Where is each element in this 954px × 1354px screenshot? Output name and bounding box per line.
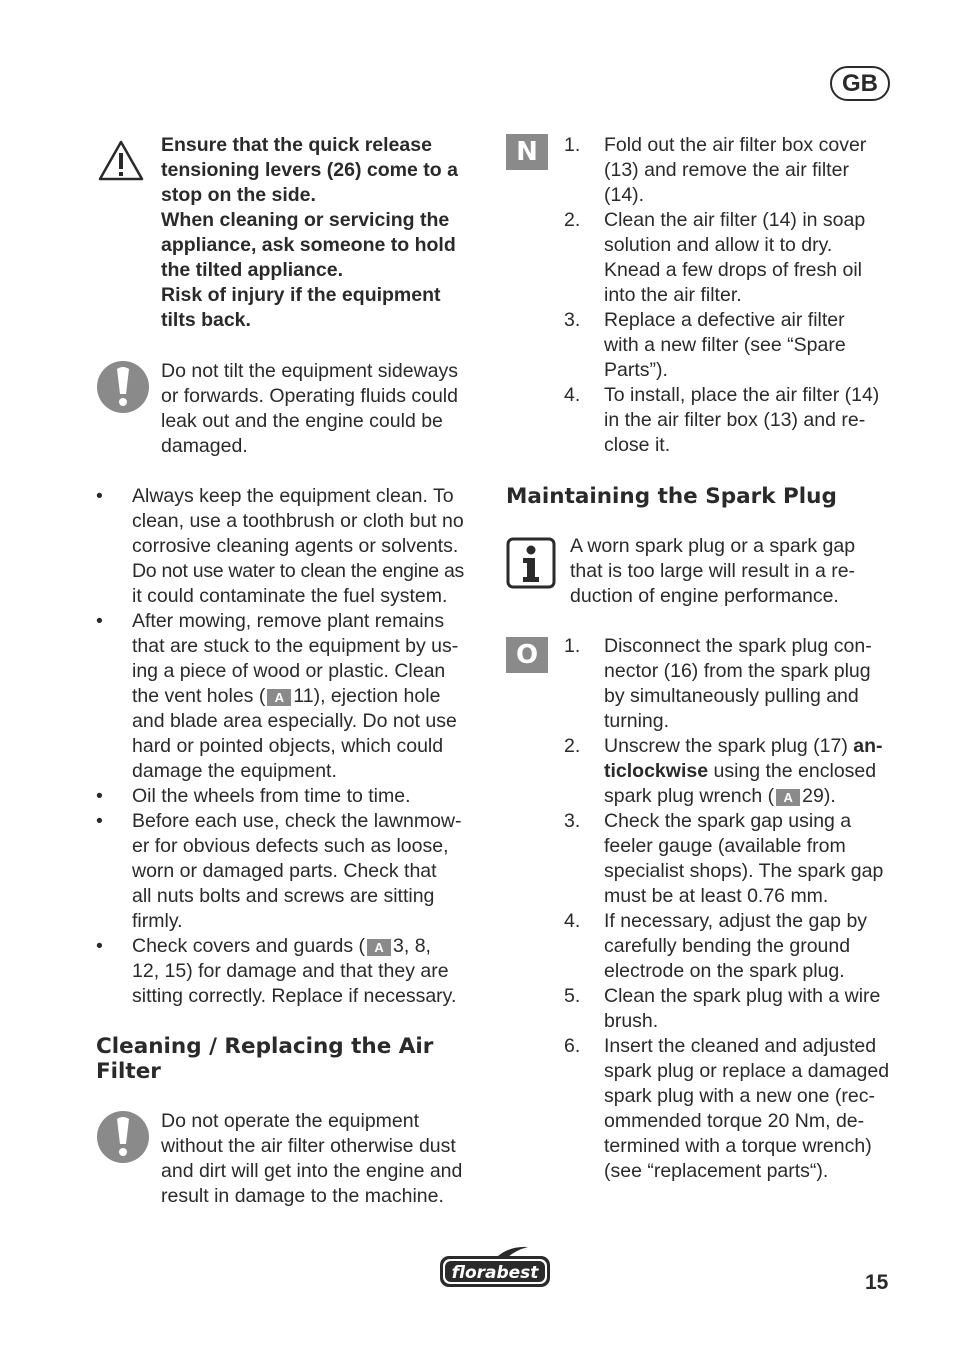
bullet-line: hard or pointed objects, which could <box>132 735 444 757</box>
step-line: Disconnect the spark plug con- <box>604 635 872 657</box>
step-number: 4. <box>564 910 581 932</box>
bullet-line: it could contaminate the fuel system. <box>132 585 448 607</box>
step-emphasis: ticlockwise <box>604 760 709 782</box>
caution-line: result in damage to the machine. <box>161 1185 444 1207</box>
bullet-line <box>132 684 486 709</box>
bullet-line: Oil the wheels from time to time. <box>132 785 411 807</box>
bullet-line: er for obvious defects such as loose, <box>132 835 449 857</box>
ref-text: Check covers and guards ( <box>132 935 366 957</box>
heading-line: Filter <box>96 1059 161 1084</box>
bullet-line: clean, use a toothbrush or cloth but no <box>132 510 464 532</box>
section-letter-o: O <box>506 637 548 673</box>
bullet-line: corrosive cleaning agents or solvents. <box>132 535 459 557</box>
step-item <box>564 383 894 458</box>
step-number: 5. <box>564 985 581 1007</box>
bullet-item <box>96 484 486 609</box>
bullet-line: all nuts bolts and screws are sitting <box>132 885 435 907</box>
step-line: solution and allow it to dry. <box>604 234 833 256</box>
caution-text-2 <box>161 1109 491 1209</box>
step-line: Check the spark gap using a <box>604 810 852 832</box>
step-line: in the air filter box (13) and re- <box>604 409 866 431</box>
bullet-line: 12, 15) for damage and that they are <box>132 960 449 982</box>
step-line: ommended torque 20 Nm, de- <box>604 1110 865 1132</box>
step-line: termined with a torque wrench) <box>604 1135 872 1157</box>
step-number: 1. <box>564 134 581 156</box>
caution-line: and dirt will get into the engine and <box>161 1160 463 1182</box>
step-line: Clean the spark plug with a wire <box>604 985 881 1007</box>
info-line: A worn spark plug or a spark gap <box>570 535 856 557</box>
step-number: 1. <box>564 635 581 657</box>
caution-line: without the air filter otherwise dust <box>161 1135 456 1157</box>
step-number: 4. <box>564 384 581 406</box>
warning-line: When cleaning or servicing the <box>161 209 450 231</box>
logo-text: florabest <box>451 1263 539 1283</box>
step-line: Clean the air filter (14) in soap <box>604 209 866 231</box>
step-line: If necessary, adjust the gap by <box>604 910 868 932</box>
info-icon <box>506 537 556 589</box>
step-line: Parts”). <box>604 359 668 381</box>
bullet-item <box>96 784 486 809</box>
caution-line: Do not operate the equipment <box>161 1110 420 1132</box>
step-number: 3. <box>564 810 581 832</box>
bullet-line: worn or damaged parts. Check that <box>132 860 437 882</box>
caution-line: damaged. <box>161 435 248 457</box>
language-badge: GB <box>830 66 890 101</box>
step-line: (see “replacement parts“). <box>604 1160 829 1182</box>
step-item <box>564 734 894 809</box>
step-line <box>604 734 894 759</box>
step-number: 2. <box>564 209 581 231</box>
warning-line: tilts back. <box>161 309 251 331</box>
step-line: must be at least 0.76 mm. <box>604 885 829 907</box>
step-number: 6. <box>564 1035 581 1057</box>
air-filter-steps <box>564 133 894 458</box>
info-text <box>570 534 900 609</box>
bullet-line: Do not use water to clean the engine as <box>132 560 464 582</box>
bullet-dot: • <box>96 610 103 632</box>
spark-plug-steps <box>564 634 894 1184</box>
step-line <box>604 784 894 809</box>
step-line: by simultaneously pulling and <box>604 685 859 707</box>
bullet-line: sitting correctly. Replace if necessary. <box>132 985 457 1007</box>
page-number: 15 <box>865 1271 889 1294</box>
air-filter-heading <box>96 1034 486 1084</box>
step-number: 3. <box>564 309 581 331</box>
step-line: feeler gauge (available from <box>604 835 846 857</box>
step-line: brush. <box>604 1010 659 1032</box>
step-line: into the air filter. <box>604 284 742 306</box>
step-line: Replace a defective air filter <box>604 309 845 331</box>
step-line: spark plug or replace a damaged <box>604 1060 890 1082</box>
bullet-line: damage the equipment. <box>132 760 337 782</box>
ref-text: the vent holes ( <box>132 685 266 707</box>
caution-exclamation-icon <box>96 360 150 414</box>
step-number: 2. <box>564 735 581 757</box>
caution-exclamation-icon <box>96 1110 150 1164</box>
bullet-dot: • <box>96 485 103 507</box>
bullet-line: that are stuck to the equipment by us- <box>132 635 459 657</box>
step-line: close it. <box>604 434 671 456</box>
bullet-line <box>132 934 486 959</box>
bullet-line: After mowing, remove plant remains <box>132 610 445 632</box>
step-line: Fold out the air filter box cover <box>604 134 867 156</box>
warning-line: Ensure that the quick release <box>161 134 432 156</box>
bullet-dot: • <box>96 810 103 832</box>
warning-text <box>161 133 491 333</box>
ref-text: 3, 8, <box>393 935 431 957</box>
step-line: Knead a few drops of fresh oil <box>604 259 862 281</box>
step-item <box>564 909 894 984</box>
step-line: electrode on the spark plug. <box>604 960 845 982</box>
step-text: spark plug wrench ( <box>604 785 775 807</box>
step-item <box>564 984 894 1034</box>
maintenance-bullet-list <box>96 484 486 1009</box>
bullet-line: Always keep the equipment clean. To <box>132 485 454 507</box>
figure-ref-badge: A <box>776 789 800 806</box>
figure-ref-badge: A <box>367 939 391 956</box>
info-line: that is too large will result in a re- <box>570 560 856 582</box>
step-line: with a new filter (see “Spare <box>604 334 846 356</box>
bullet-item <box>96 609 486 784</box>
caution-line: leak out and the engine could be <box>161 410 443 432</box>
step-line: (13) and remove the air filter <box>604 159 849 181</box>
warning-line: appliance, ask someone to hold <box>161 234 456 256</box>
bullet-line: firmly. <box>132 910 183 932</box>
ref-text: 11), ejection hole <box>293 685 441 707</box>
warning-line: tensioning levers (26) come to a <box>161 159 458 181</box>
step-line <box>604 759 894 784</box>
step-item <box>564 1034 894 1184</box>
step-item <box>564 208 894 308</box>
step-item <box>564 634 894 734</box>
warning-line: stop on the side. <box>161 184 316 206</box>
step-line: specialist shops). The spark gap <box>604 860 884 882</box>
caution-text-1 <box>161 359 491 459</box>
bullet-dot: • <box>96 935 103 957</box>
step-item <box>564 809 894 909</box>
bullet-line: ing a piece of wood or plastic. Clean <box>132 660 446 682</box>
info-line: duction of engine performance. <box>570 585 839 607</box>
bullet-item <box>96 809 486 934</box>
warning-line: Risk of injury if the equipment <box>161 284 441 306</box>
spark-plug-heading: Maintaining the Spark Plug <box>506 484 837 509</box>
step-line: To install, place the air filter (14) <box>604 384 880 406</box>
step-text: Unscrew the spark plug (17) <box>604 735 854 757</box>
warning-line: the tilted appliance. <box>161 259 344 281</box>
step-text: 29). <box>802 785 836 807</box>
caution-line: or forwards. Operating fluids could <box>161 385 458 407</box>
bullet-dot: • <box>96 785 103 807</box>
step-line: Insert the cleaned and adjusted <box>604 1035 877 1057</box>
section-letter-n: N <box>506 134 548 170</box>
step-line: nector (16) from the spark plug <box>604 660 871 682</box>
step-emphasis: an- <box>853 735 883 757</box>
step-line: (14). <box>604 184 645 206</box>
step-item <box>564 308 894 383</box>
florabest-logo <box>438 1244 552 1290</box>
bullet-item <box>96 934 486 1009</box>
step-line: carefully bending the ground <box>604 935 851 957</box>
step-item <box>564 133 894 208</box>
step-line: spark plug with a new one (rec- <box>604 1085 875 1107</box>
caution-line: Do not tilt the equipment sideways <box>161 360 458 382</box>
step-line: turning. <box>604 710 670 732</box>
step-text: using the enclosed <box>708 760 877 782</box>
heading-line: Cleaning / Replacing the Air <box>96 1034 434 1059</box>
figure-ref-badge: A <box>267 689 291 706</box>
bullet-line: Before each use, check the lawnmow- <box>132 810 462 832</box>
bullet-line: and blade area especially. Do not use <box>132 710 457 732</box>
warning-triangle-icon <box>97 139 145 182</box>
